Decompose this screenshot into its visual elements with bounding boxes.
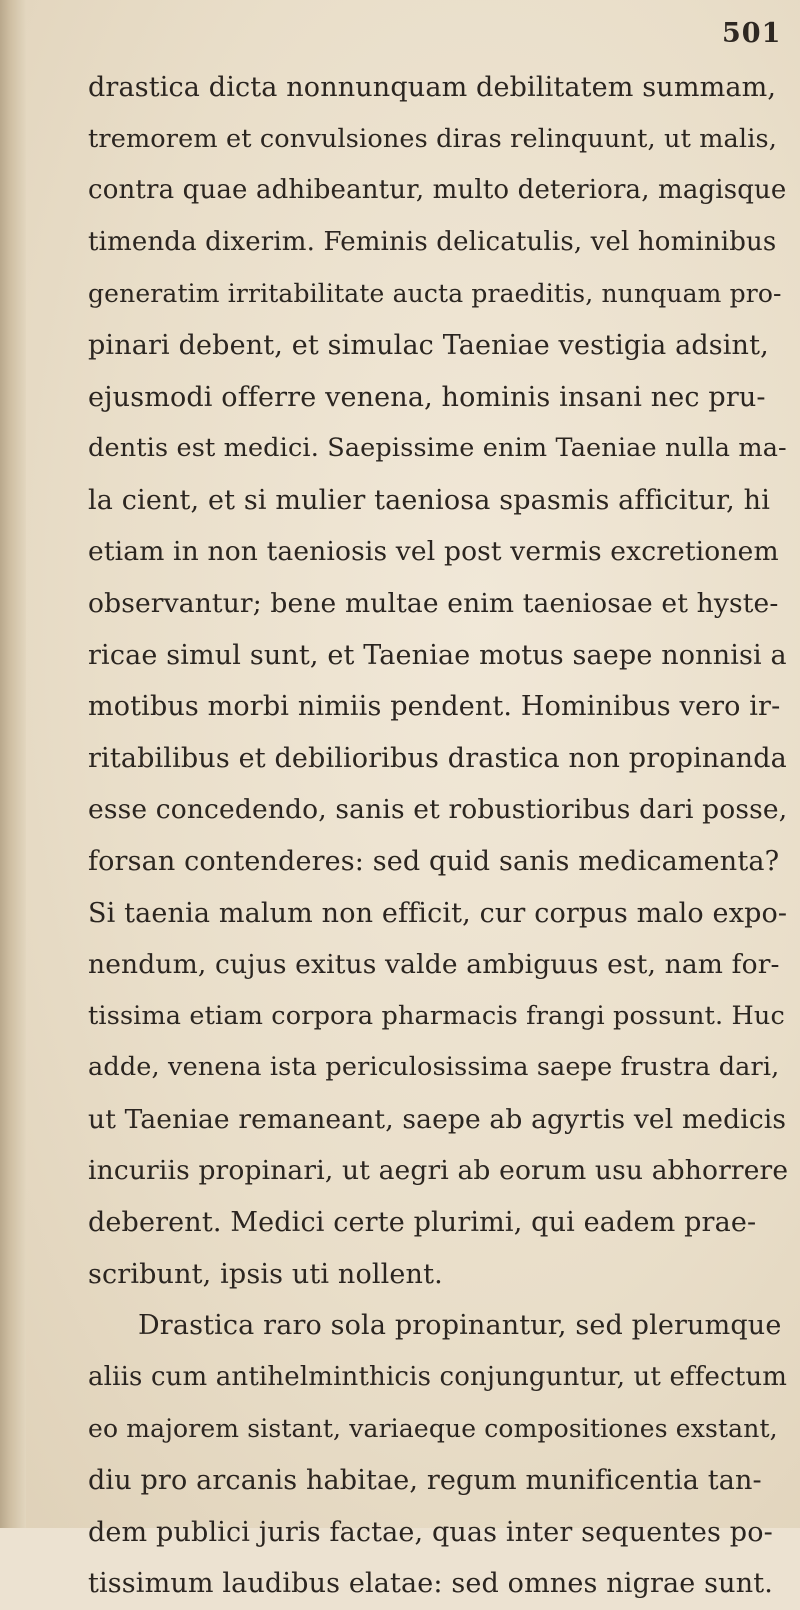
text-line: nendum, cujus exitus valde ambiguus est, nam for- xyxy=(88,949,780,981)
text-line: pinari debent, et simulac Taeniae vestigia adsint, xyxy=(88,329,769,361)
body-text xyxy=(88,62,788,1610)
text-line: incuriis propinari, ut aegri ab eorum usu abhorrere xyxy=(88,1155,789,1187)
text-line: motibus morbi nimiis pendent. Hominibus vero ir- xyxy=(88,691,781,723)
text-line: tremorem et convulsiones diras relinquunt, ut malis, xyxy=(88,123,778,154)
text-line: Si taenia malum non efficit, cur corpus malo expo- xyxy=(88,897,788,929)
text-line: contra quae adhibeantur, multo deteriora, magisque xyxy=(88,175,787,206)
text-line: ejusmodi offerre venena, hominis insani nec pru- xyxy=(88,381,766,413)
page-number: 501 xyxy=(722,18,782,49)
text-line: ricae simul sunt, et Taeniae motus saepe nonnisi a xyxy=(88,639,787,671)
text-line: scribunt, ipsis uti nollent. xyxy=(88,1258,443,1290)
text-line: generatim irritabilitate aucta praeditis, nunquam pro- xyxy=(88,279,782,309)
text-line: drastica dicta nonnunquam debilitatem summam, xyxy=(88,72,777,103)
text-line: tissimum laudibus elatae: sed omnes nigrae sunt. xyxy=(88,1568,773,1600)
text-line: forsan contenderes: sed quid sanis medicamenta? xyxy=(88,845,780,877)
page-gutter xyxy=(0,0,26,1528)
text-line: observantur; bene multae enim taeniosae et hyste- xyxy=(88,587,779,619)
text-line: ut Taeniae remaneant, saepe ab agyrtis vel medicis xyxy=(88,1103,787,1135)
text-line: ritabilibus et debilioribus drastica non propinanda xyxy=(88,742,787,774)
paragraph-start-line: Drastica raro sola propinantur, sed plerumque xyxy=(138,1310,782,1342)
text-line: dem publici juris factae, quas inter sequentes po- xyxy=(88,1516,773,1548)
text-line: tissima etiam corpora pharmacis frangi possunt. Huc xyxy=(88,1000,785,1031)
text-line: diu pro arcanis habitae, regum munificentia tan- xyxy=(88,1465,762,1497)
text-line: aliis cum antihelminthicis conjunguntur, ut effectum xyxy=(88,1361,788,1392)
text-line: eo majorem sistant, variaeque compositiones exstant, xyxy=(88,1414,778,1444)
text-line: etiam in non taeniosis vel post vermis excretionem xyxy=(88,536,779,568)
text-line: dentis est medici. Saepissime enim Taeniae nulla ma- xyxy=(88,433,787,464)
text-line: la cient, et si mulier taeniosa spasmis afficitur, hi xyxy=(88,484,770,516)
text-line: adde, venena ista periculosissima saepe frustra dari, xyxy=(88,1052,780,1083)
text-line: deberent. Medici certe plurimi, qui eadem prae- xyxy=(88,1207,757,1239)
text-line: esse concedendo, sanis et robustioribus dari posse, xyxy=(88,794,788,826)
text-line: timenda dixerim. Feminis delicatulis, vel hominibus xyxy=(88,226,777,257)
